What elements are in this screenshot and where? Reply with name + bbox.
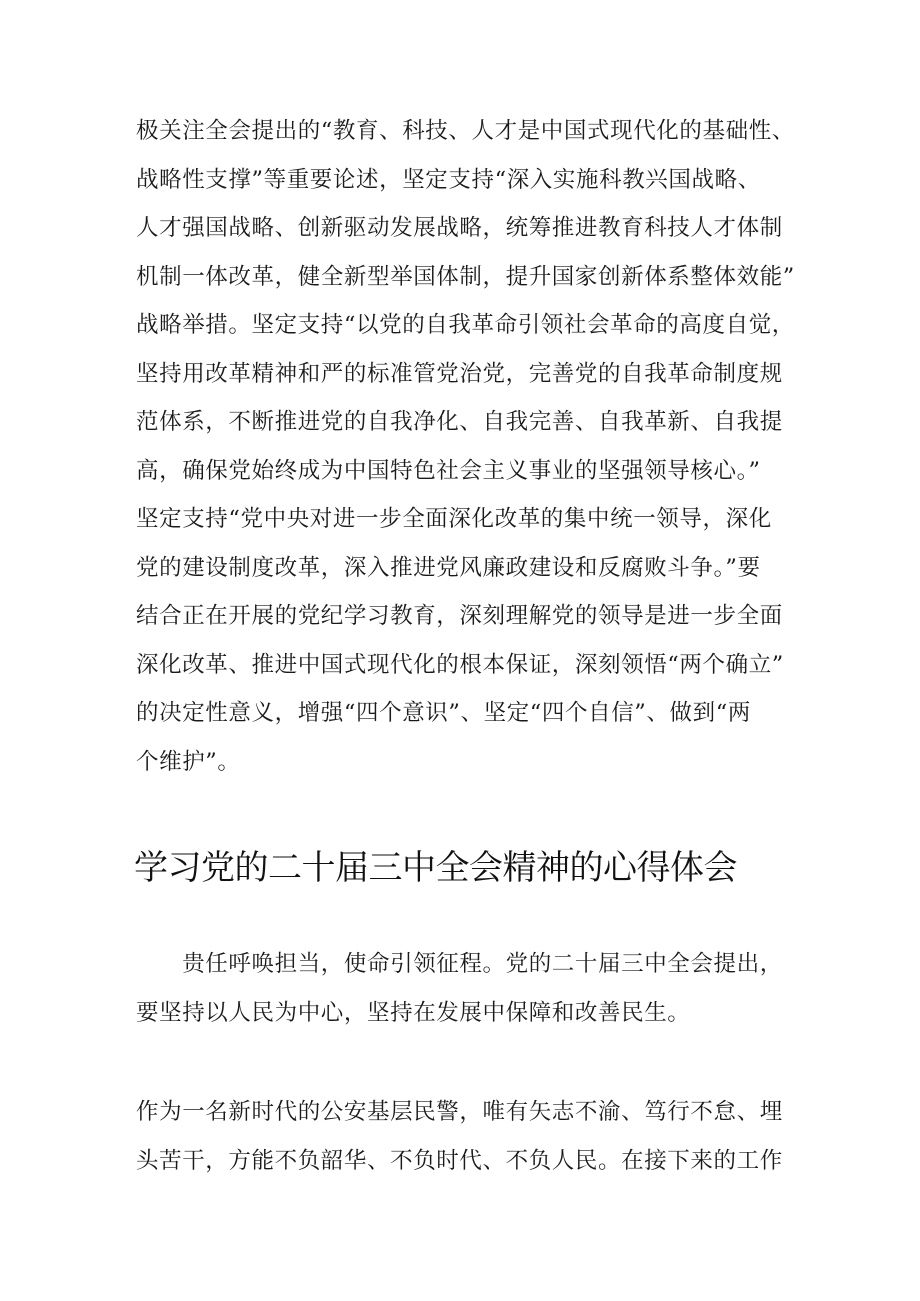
section-title: 学习党的二十届三中全会精神的心得体会 (134, 848, 737, 888)
text-line: 的决定性意义，增强“四个意识”、坚定“四个自信”、做到“两 (136, 700, 751, 726)
text-line: 高，确保党始终成为中国特色社会主义事业的坚强领导核心。” (136, 457, 761, 484)
paragraph-intro (136, 940, 816, 1037)
text-line: 范体系，不断推进党的自我净化、自我完善、自我革新、自我提 (136, 409, 783, 435)
text-line: 机制一体改革，健全新型举国体制，提升国家创新体系整体效能” (136, 263, 795, 290)
text-line: 战略举措。坚定支持“以党的自我革命引领社会革命的高度自觉， (136, 312, 795, 338)
text-line: 人才强国战略、创新驱动发展战略，统筹推进教育科技人才体制 (136, 215, 783, 241)
text-line: 作为一名新时代的公安基层民警，唯有矢志不渝、笃行不怠、埋 (136, 1099, 783, 1125)
text-line: 要坚持以人民为中心，坚持在发展中保障和改善民生。 (136, 999, 691, 1026)
text-line: 结合正在开展的党纪学习教育，深刻理解党的领导是进一步全面 (136, 603, 783, 629)
paragraph-police-officer (136, 1088, 816, 1185)
text-line: 深化改革、推进中国式现代化的根本保证，深刻领悟“两个确立” (136, 651, 784, 678)
text-line: 头苦干，方能不负韶华、不负时代、不负人民。在接下来的工作 (136, 1147, 783, 1174)
text-line: 贵任呼唤担当，使命引领征程。党的二十届三中全会提出， (136, 951, 783, 977)
text-line: 坚定支持“党中央对进一步全面深化改革的集中统一领导，深化 (136, 506, 772, 532)
text-line: 极关注全会提出的“教育、科技、人才是中国式现代化的基础性、 (136, 118, 795, 144)
text-line: 个维护”。 (136, 748, 241, 775)
text-line: 坚持用改革精神和严的标准管党治党，完善党的自我革命制度规 (136, 360, 783, 387)
paragraph-support-reforms (136, 107, 816, 786)
text-line: 战略性支撑”等重要论述，坚定支持“深入实施科教兴国战略、 (136, 166, 761, 193)
text-line: 党的建设制度改革，深入推进党风廉政建设和反腐败斗争。”要 (136, 554, 761, 581)
